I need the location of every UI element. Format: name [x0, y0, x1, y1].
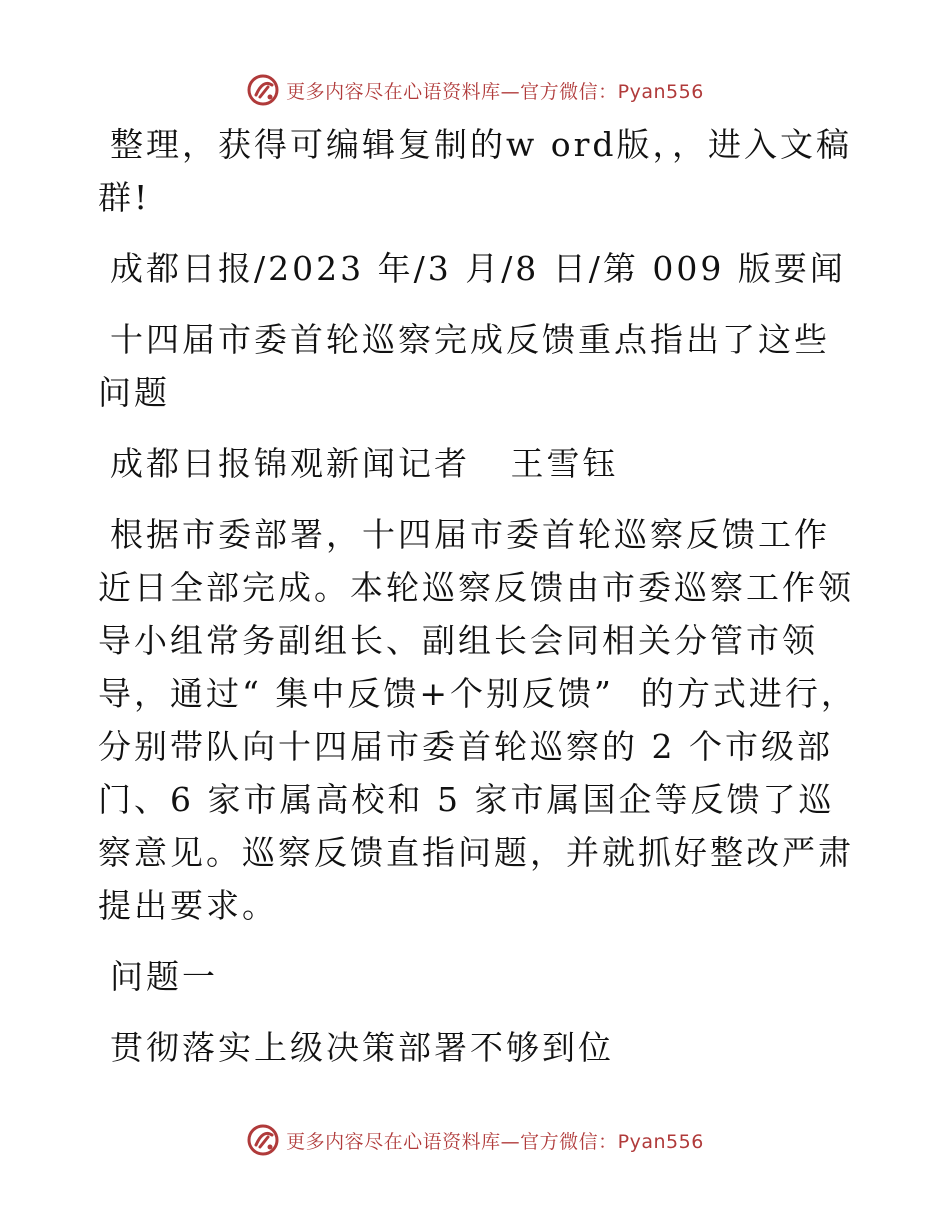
header-watermark-text: 更多内容尽在心语资料库—官方微信：Pyan556 — [286, 80, 704, 103]
footer-watermark-banner — [0, 1120, 950, 1160]
header-watermark-banner — [0, 70, 950, 110]
document-body — [98, 118, 858, 1074]
paragraph-body: 根据市委部署，十四届市委首轮巡察反馈工作近日全部完成。本轮巡察反馈由市委巡察工作领导小组常务副组长、副组长会同相关分管市领导，通过“ 集中反馈+个别反馈” 的方式进行，分别带队向十四届市委首轮巡察的 2 个市级部门、6 家市属高校和 5 家市属国企等反馈了巡察意见。巡察反馈直指问题，并就抓好整改严肃提出要求。 — [98, 515, 857, 925]
paragraph-intro: 整理，获得可编辑复制的w ord版，，进入文稿群! — [98, 125, 853, 217]
article-byline: 成都日报锦观新闻记者 王雪钰 — [110, 444, 619, 483]
paragraph-source-line: 成都日报/2023 年/3 月/8 日/第 009 版要闻 — [110, 249, 846, 288]
seal-logo-icon — [246, 1123, 280, 1157]
footer-watermark-text: 更多内容尽在心语资料库—官方微信：Pyan556 — [286, 1130, 704, 1153]
article-title: 十四届市委首轮巡察完成反馈重点指出了这些问题 — [98, 320, 830, 412]
section-subheading: 贯彻落实上级决策部署不够到位 — [110, 1028, 614, 1067]
section-heading-problem-one: 问题一 — [110, 957, 218, 996]
seal-logo-icon — [246, 73, 280, 107]
